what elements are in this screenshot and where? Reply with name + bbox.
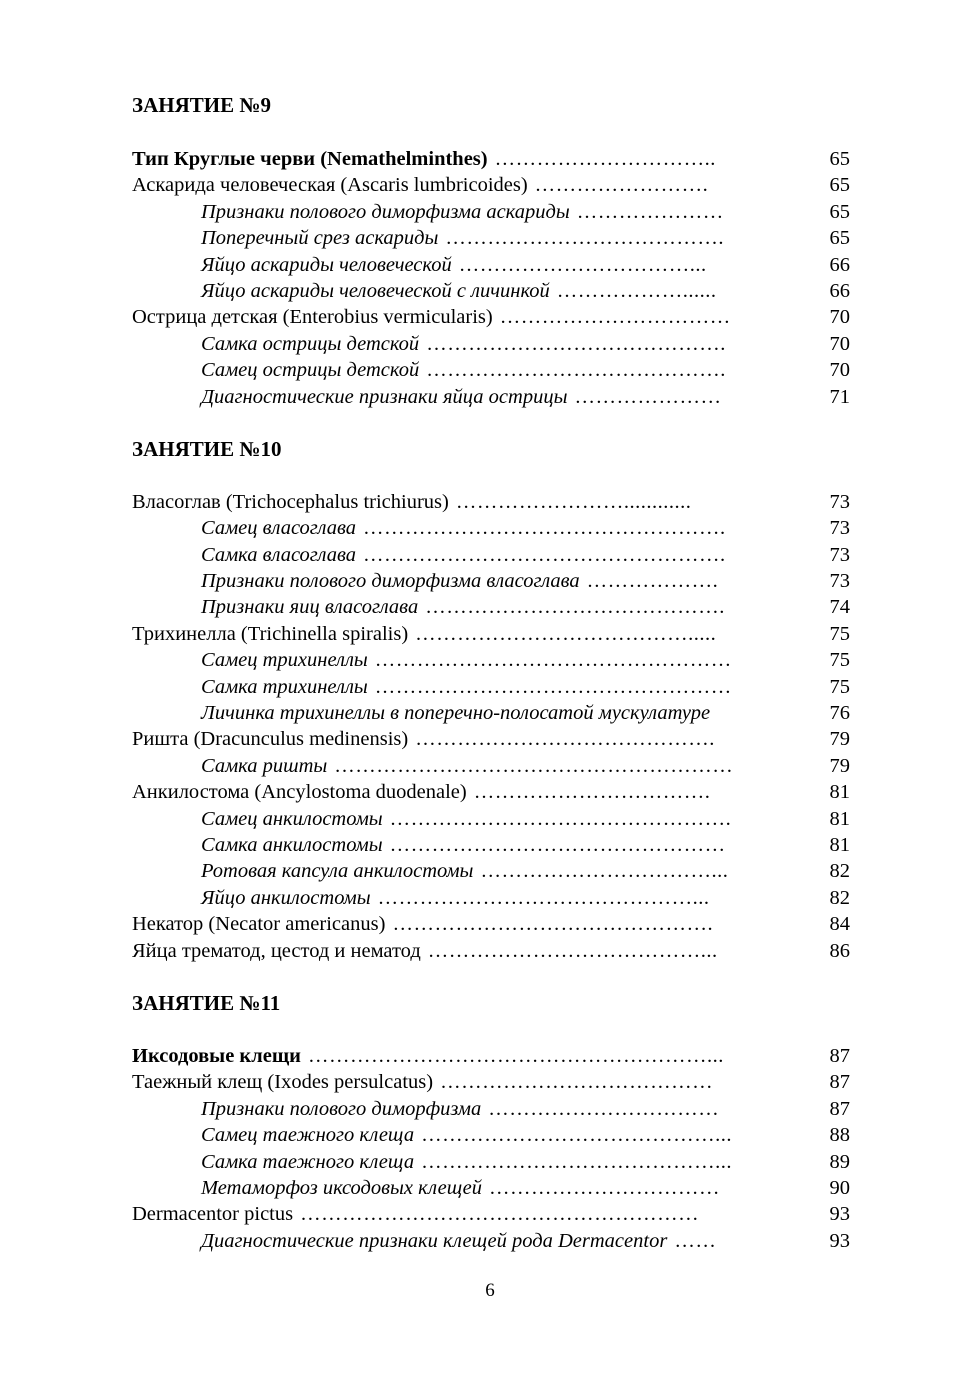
- toc-entry-leader: ……………………………………...: [421, 1124, 733, 1147]
- toc-entry-leader: …………………………………: [440, 1071, 714, 1094]
- toc-entry: [132, 304, 850, 330]
- toc-entry-page: 73: [829, 490, 850, 513]
- toc-entry-body: [132, 1175, 804, 1201]
- toc-entry-page: 87: [829, 1071, 850, 1094]
- toc-entry-title: Самец трихинеллы: [201, 649, 368, 672]
- toc-entry-leader: ………………………………………...: [377, 886, 710, 909]
- toc-entry-title: Поперечный срез аскариды: [201, 227, 439, 250]
- toc-entry-leader: …………………………………...: [427, 939, 718, 962]
- toc-entry: [132, 1175, 850, 1201]
- toc-entry: [132, 146, 850, 172]
- toc-entry: [132, 832, 850, 858]
- toc-entry-leader: …………………………………………………: [334, 754, 734, 777]
- toc-entry-page: 93: [829, 1229, 850, 1252]
- toc-entry-title: Признаки полового диморфизма аскариды: [201, 200, 570, 223]
- toc-entry: [132, 885, 850, 911]
- toc-entry-title: Dermacentor pictus: [132, 1203, 294, 1226]
- toc-entry: [132, 172, 850, 198]
- toc-entry: [132, 674, 850, 700]
- toc-entry: [132, 779, 850, 805]
- toc-entry-title: Самка трихинеллы: [201, 675, 368, 698]
- toc-entry-title: Ришта (Dracunculus medinensis): [132, 728, 409, 751]
- toc-entry-body: [132, 700, 804, 726]
- toc-entry-leader: ……………………………………………: [374, 649, 732, 672]
- toc-entry-leader: …………………………………….: [415, 728, 715, 751]
- toc-entry-page: 75: [829, 649, 850, 672]
- toc-entry-body: [132, 146, 804, 172]
- toc-entry-title: Анкилостома (Ancylostoma duodenale): [132, 781, 467, 804]
- toc-entry-body: [132, 885, 804, 911]
- toc-entry-page: 70: [829, 332, 850, 355]
- toc-entry-leader: ……………………………: [488, 1097, 720, 1120]
- toc-entry-page: 71: [829, 385, 850, 408]
- toc-entry-page: 65: [829, 174, 850, 197]
- toc-entry: [132, 489, 850, 515]
- toc-entry-leader: …………………………………………………...: [307, 1044, 724, 1067]
- toc-entry-body: [132, 252, 804, 278]
- toc-entry: [132, 1228, 850, 1254]
- toc-entry-leader: ……………………………………………: [374, 675, 732, 698]
- toc-entry-title: Иксодовые клещи: [132, 1044, 301, 1067]
- toc-entry-title: Самец анкилостомы: [201, 807, 383, 830]
- toc-entry-body: [132, 858, 804, 884]
- toc-entry-leader: ………………………………….: [445, 227, 725, 250]
- toc-entry-page: 84: [829, 913, 850, 936]
- toc-entry: [132, 858, 850, 884]
- toc-entry-title: Признаки полового диморфизма: [201, 1097, 482, 1120]
- section-heading: ЗАНЯТИЕ №10: [132, 436, 282, 461]
- toc-entry-leader: ……………………………...: [458, 253, 707, 276]
- toc-entry-body: [132, 647, 804, 673]
- toc-entry-title: Самка таежного клеща: [201, 1150, 415, 1173]
- toc-entry-leader: …………………………………………….: [362, 517, 726, 540]
- toc-entry-body: [132, 357, 804, 383]
- table-of-contents: [132, 92, 850, 1254]
- toc-entry-page: 90: [829, 1176, 850, 1199]
- toc-entry-leader: ………………………………….....: [415, 622, 717, 645]
- toc-list: [132, 146, 850, 410]
- toc-entry-title: Самка острицы детской: [201, 332, 420, 355]
- toc-entry-leader: …………………………………………….: [362, 543, 726, 566]
- toc-entry-page: 66: [829, 279, 850, 302]
- toc-entry-body: [132, 1122, 804, 1148]
- toc-entry-page: 82: [829, 860, 850, 883]
- toc-entry-page: 93: [829, 1203, 850, 1226]
- section-lesson-11: [132, 990, 850, 1254]
- toc-entry-body: [132, 1149, 804, 1175]
- toc-entry-body: [132, 621, 804, 647]
- toc-entry-leader: ……………………………………...: [421, 1150, 733, 1173]
- toc-entry-title: Острица детская (Enterobius vermicularis): [132, 306, 493, 329]
- toc-entry-page: 82: [829, 886, 850, 909]
- toc-entry: [132, 911, 850, 937]
- toc-entry: [132, 1122, 850, 1148]
- toc-entry-page: 65: [829, 148, 850, 170]
- toc-entry-leader: …………………………….: [473, 781, 711, 804]
- toc-entry-body: [132, 832, 804, 858]
- toc-entry-title: Яйцо аскариды человеческой: [201, 253, 452, 276]
- toc-entry-body: [132, 911, 804, 937]
- toc-entry-page: 79: [829, 754, 850, 777]
- toc-entry-title: Диагностические признаки клещей рода Dermacentor: [201, 1229, 668, 1252]
- toc-entry-page: 79: [829, 728, 850, 751]
- toc-entry-page: 88: [829, 1124, 850, 1147]
- toc-entry-body: [132, 726, 804, 752]
- toc-entry-leader: …………………………………….: [426, 359, 726, 382]
- toc-entry-body: [132, 1069, 804, 1095]
- toc-entry-page: 81: [829, 781, 850, 804]
- toc-entry-body: [132, 753, 804, 779]
- toc-list: [132, 1043, 850, 1254]
- toc-entry-body: [132, 594, 804, 620]
- toc-entry-leader: …………………….: [534, 174, 709, 197]
- toc-entry: [132, 621, 850, 647]
- toc-entry: [132, 515, 850, 541]
- toc-entry-leader: …………………………………………: [389, 833, 726, 856]
- toc-entry-title: Яйцо аскариды человеческой с личинкой: [201, 279, 550, 302]
- toc-entry-title: Признаки полового диморфизма власоглава: [201, 570, 580, 593]
- toc-entry: [132, 331, 850, 357]
- toc-entry: [132, 252, 850, 278]
- page-number: 6: [485, 1280, 495, 1301]
- toc-entry-page: 73: [829, 543, 850, 566]
- toc-entry-title: Яйцо анкилостомы: [201, 886, 371, 909]
- toc-entry-leader: …………………………………….: [426, 332, 726, 355]
- toc-entry-page: 86: [829, 939, 850, 962]
- toc-entry-body: [132, 384, 804, 410]
- toc-entry-leader: …………………………..: [494, 148, 716, 170]
- toc-entry: [132, 568, 850, 594]
- toc-entry-page: 65: [829, 227, 850, 250]
- toc-entry: [132, 726, 850, 752]
- toc-entry-title: Ротовая капсула анкилостомы: [201, 860, 474, 883]
- toc-entry: [132, 1149, 850, 1175]
- toc-entry-page: 81: [829, 833, 850, 856]
- toc-entry-leader: ………………......: [556, 279, 717, 302]
- toc-entry-page: 65: [829, 200, 850, 223]
- toc-entry-body: [132, 938, 804, 964]
- toc-entry-page: 87: [829, 1044, 850, 1067]
- toc-entry-body: [132, 225, 804, 251]
- toc-entry-title: Некатор (Necator americanus): [132, 913, 386, 936]
- toc-entry-body: [132, 331, 804, 357]
- section-heading: ЗАНЯТИЕ №11: [132, 990, 281, 1015]
- toc-entry: [132, 806, 850, 832]
- toc-entry-page: 89: [829, 1150, 850, 1173]
- toc-entry-page: 73: [829, 517, 850, 540]
- toc-entry-leader: ………………………………………….: [389, 807, 732, 830]
- toc-entry-leader: ……………………………: [489, 1176, 721, 1199]
- toc-entry-page: 66: [829, 253, 850, 276]
- section-lesson-10: [132, 436, 850, 964]
- toc-entry: [132, 542, 850, 568]
- toc-entry-title: Трихинелла (Trichinella spiralis): [132, 622, 409, 645]
- toc-entry-page: 73: [829, 570, 850, 593]
- toc-entry: [132, 199, 850, 225]
- toc-entry-leader: …………………………………….: [425, 596, 725, 619]
- toc-entry-leader: ……………………………...: [480, 860, 729, 883]
- toc-entry-body: [132, 568, 804, 594]
- toc-entry-page: 75: [829, 675, 850, 698]
- toc-entry: [132, 278, 850, 304]
- toc-entry: [132, 594, 850, 620]
- section-heading: ЗАНЯТИЕ №9: [132, 93, 271, 117]
- toc-entry-title: Самец острицы детской: [201, 359, 420, 382]
- toc-entry-body: [132, 674, 804, 700]
- toc-entry-title: Самка власоглава: [201, 543, 356, 566]
- toc-entry-body: [132, 304, 804, 330]
- toc-entry-body: [132, 1043, 804, 1069]
- toc-entry-leader: …………………………………………………: [300, 1203, 700, 1226]
- toc-entry-page: 75: [829, 622, 850, 645]
- toc-entry-page: 76: [829, 702, 850, 725]
- toc-entry: [132, 1069, 850, 1095]
- toc-entry-leader: ……………….: [586, 570, 719, 593]
- toc-entry-leader: ……………………............: [455, 490, 692, 513]
- toc-entry: [132, 384, 850, 410]
- toc-entry: [132, 700, 850, 726]
- toc-entry-title: Диагностические признаки яйца острицы: [201, 385, 568, 408]
- section-lesson-9: [132, 92, 850, 410]
- toc-entry-page: 81: [829, 807, 850, 830]
- toc-entry-title: Аскарида человеческая (Ascaris lumbricoides): [132, 174, 528, 197]
- toc-entry-page: 74: [829, 596, 850, 619]
- toc-entry-body: [132, 515, 804, 541]
- toc-entry-title: Таежный клещ (Ixodes persulcatus): [132, 1071, 434, 1094]
- toc-entry-leader: ……: [674, 1229, 717, 1252]
- toc-entry: [132, 1201, 850, 1227]
- toc-entry-title: Яйца трематод, цестод и нематод: [132, 939, 421, 962]
- toc-entry-body: [132, 779, 804, 805]
- toc-entry-title: Самец таежного клеща: [201, 1124, 415, 1147]
- toc-entry-leader: …………………: [576, 200, 724, 223]
- toc-entry: [132, 357, 850, 383]
- toc-entry-page: 87: [829, 1097, 850, 1120]
- toc-entry-leader: …………………: [574, 385, 722, 408]
- toc-entry-body: [132, 1228, 804, 1254]
- toc-entry-body: [132, 172, 804, 198]
- toc-entry-leader: ……………………………………….: [392, 913, 714, 936]
- toc-entry-body: [132, 489, 804, 515]
- toc-entry-title: Личинка трихинеллы в поперечно-полосатой мускулатуре: [201, 702, 711, 725]
- toc-entry-body: [132, 1096, 804, 1122]
- toc-entry-title: Самец власоглава: [201, 517, 356, 540]
- toc-entry-body: [132, 199, 804, 225]
- toc-entry: [132, 938, 850, 964]
- toc-entry-title: Власоглав (Trichocephalus trichiurus): [132, 490, 449, 513]
- toc-entry-leader: ……………………………: [499, 306, 731, 329]
- toc-entry-title: Признаки яиц власоглава: [201, 596, 419, 619]
- toc-entry-title: Самка ришты: [201, 754, 328, 777]
- toc-entry-page: 70: [829, 306, 850, 329]
- toc-entry-body: [132, 542, 804, 568]
- toc-entry-title: Метаморфоз иксодовых клещей: [201, 1176, 483, 1199]
- toc-entry-title: Тип Круглые черви (Nemathelminthes): [132, 148, 488, 170]
- toc-entry-title: Самка анкилостомы: [201, 833, 383, 856]
- toc-entry: [132, 225, 850, 251]
- toc-entry-body: [132, 806, 804, 832]
- toc-entry-body: [132, 278, 804, 304]
- toc-entry: [132, 647, 850, 673]
- toc-list: [132, 489, 850, 964]
- toc-entry: [132, 753, 850, 779]
- toc-entry-body: [132, 1201, 804, 1227]
- toc-entry-page: 70: [829, 359, 850, 382]
- toc-entry: [132, 1043, 850, 1069]
- toc-entry: [132, 1096, 850, 1122]
